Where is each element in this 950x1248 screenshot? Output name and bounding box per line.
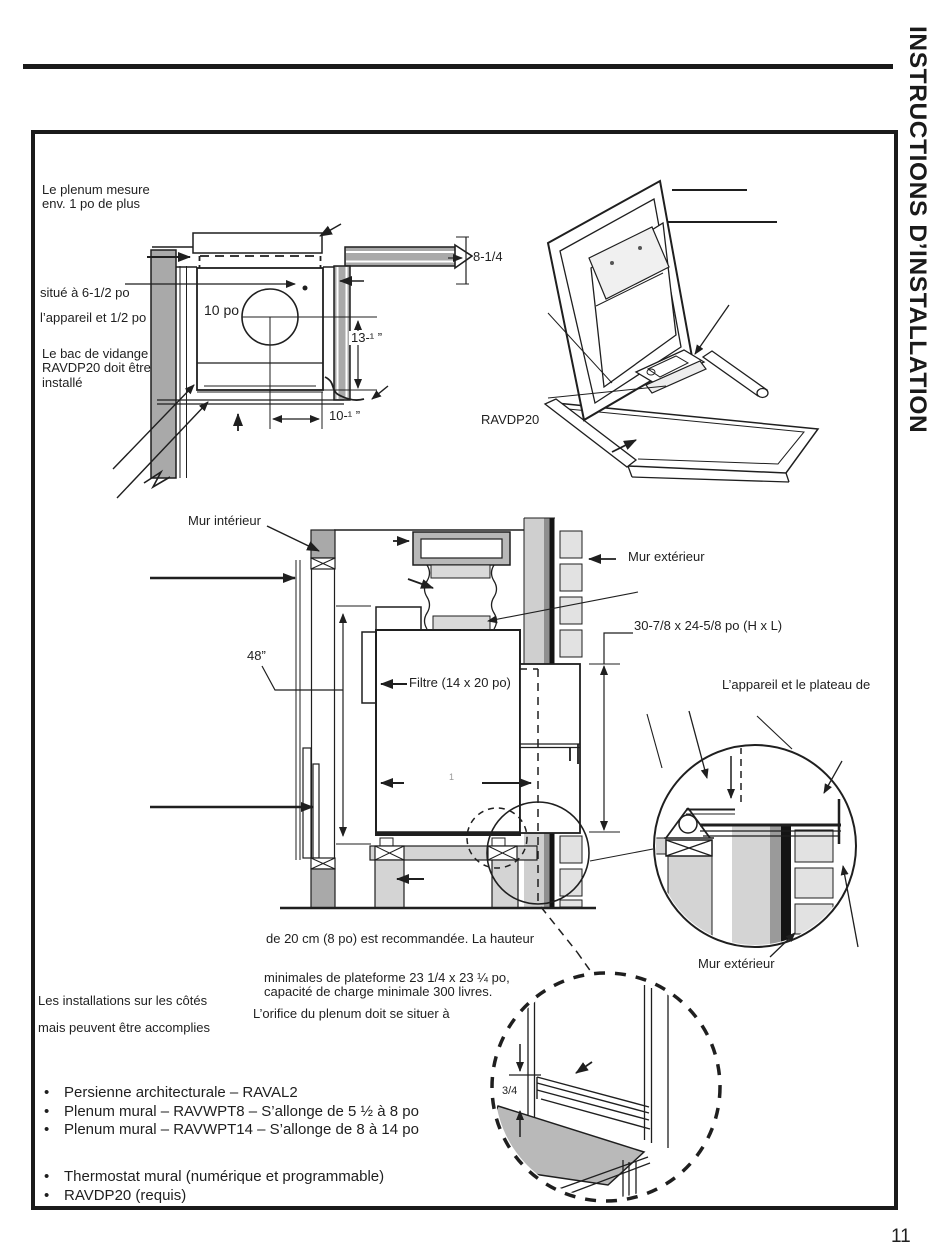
detail-right-label-exterior-wall: Mur extérieur xyxy=(698,956,775,971)
accessories-list-1 xyxy=(44,1084,419,1140)
list-item-label: Plenum mural – RAVWPT14 – S’allonge de 8 à 14 po xyxy=(64,1121,419,1139)
note-platform-min-1: minimales de plateforme 23 1/4 x 23 ¼ po, xyxy=(264,970,510,985)
list-item-label: RAVDP20 (requis) xyxy=(64,1186,187,1204)
note-platform-min-2: capacité de charge minimale 300 livres. xyxy=(264,984,493,999)
bullet-icon: • xyxy=(44,1121,50,1139)
section-label-unit-tray: L’appareil et le plateau de xyxy=(722,677,871,692)
list-item-label: Persienne architecturale – RAVAL2 xyxy=(64,1084,298,1101)
detail-bottom-dim-lip: 3/4 xyxy=(502,1085,518,1097)
list-item-label: Plenum mural – RAVWPT8 – S’allonge de 5 ½ à 8 po xyxy=(64,1102,419,1120)
plan-dim-wall: 8-1/4 xyxy=(473,249,503,264)
plan-label-unit-half: l’appareil et 1/2 po xyxy=(40,310,147,325)
accessories-list-2 xyxy=(44,1168,384,1205)
list-item xyxy=(44,1084,419,1102)
section-label-exterior-wall: Mur extérieur xyxy=(628,549,705,564)
iso-view-drawing xyxy=(545,181,818,482)
top-rule xyxy=(23,64,893,69)
plan-dim-width: 10-¹ ” xyxy=(329,408,361,423)
plan-note-plenum: Le plenum mesure env. 1 po de plus xyxy=(42,182,150,212)
bullet-icon: • xyxy=(44,1102,50,1120)
note-side-installs-1: Les installations sur les côtés xyxy=(38,993,208,1008)
detail-bottom-drawing xyxy=(488,973,720,1201)
bullet-icon: • xyxy=(44,1084,50,1101)
plan-dim-duct: 10 po xyxy=(204,302,240,318)
list-item-label: Thermostat mural (numérique et programmable) xyxy=(64,1168,385,1185)
list-item xyxy=(44,1187,384,1205)
section-dim-faded: 1 xyxy=(449,772,455,782)
plan-view-drawing xyxy=(113,224,472,498)
bullet-icon: • xyxy=(44,1186,50,1204)
list-item xyxy=(44,1121,419,1139)
page-title-vertical: INSTRUCTIONS D’INSTALLATION xyxy=(904,26,931,434)
list-item xyxy=(44,1168,384,1186)
detail-right-drawing xyxy=(647,711,858,957)
note-side-installs-2: mais peuvent être accomplies xyxy=(38,1020,210,1035)
section-dim-48: 48” xyxy=(247,648,266,663)
iso-label-ravdp20: RAVDP20 xyxy=(481,412,540,427)
section-label-filter: Filtre (14 x 20 po) xyxy=(409,675,511,690)
note-plenum-orifice: L’orifice du plenum doit se situer à xyxy=(253,1006,450,1021)
list-item xyxy=(44,1103,419,1121)
plan-note-drain-pan: Le bac de vidange RAVDP20 doit être installé xyxy=(42,346,151,390)
section-dim-sleeve: 30-7/8 x 24-5/8 po (H x L) xyxy=(634,618,783,633)
plan-dim-height: 13-¹ ” xyxy=(351,330,383,345)
section-label-interior-wall: Mur intérieur xyxy=(188,513,261,528)
page-number: 11 xyxy=(891,1226,911,1247)
bullet-icon: • xyxy=(44,1168,50,1185)
plan-label-located: situé à 6-1/2 po xyxy=(40,285,130,300)
section-view-drawing xyxy=(150,518,653,976)
note-height-recommended: de 20 cm (8 po) est recommandée. La hauteur xyxy=(266,931,535,946)
